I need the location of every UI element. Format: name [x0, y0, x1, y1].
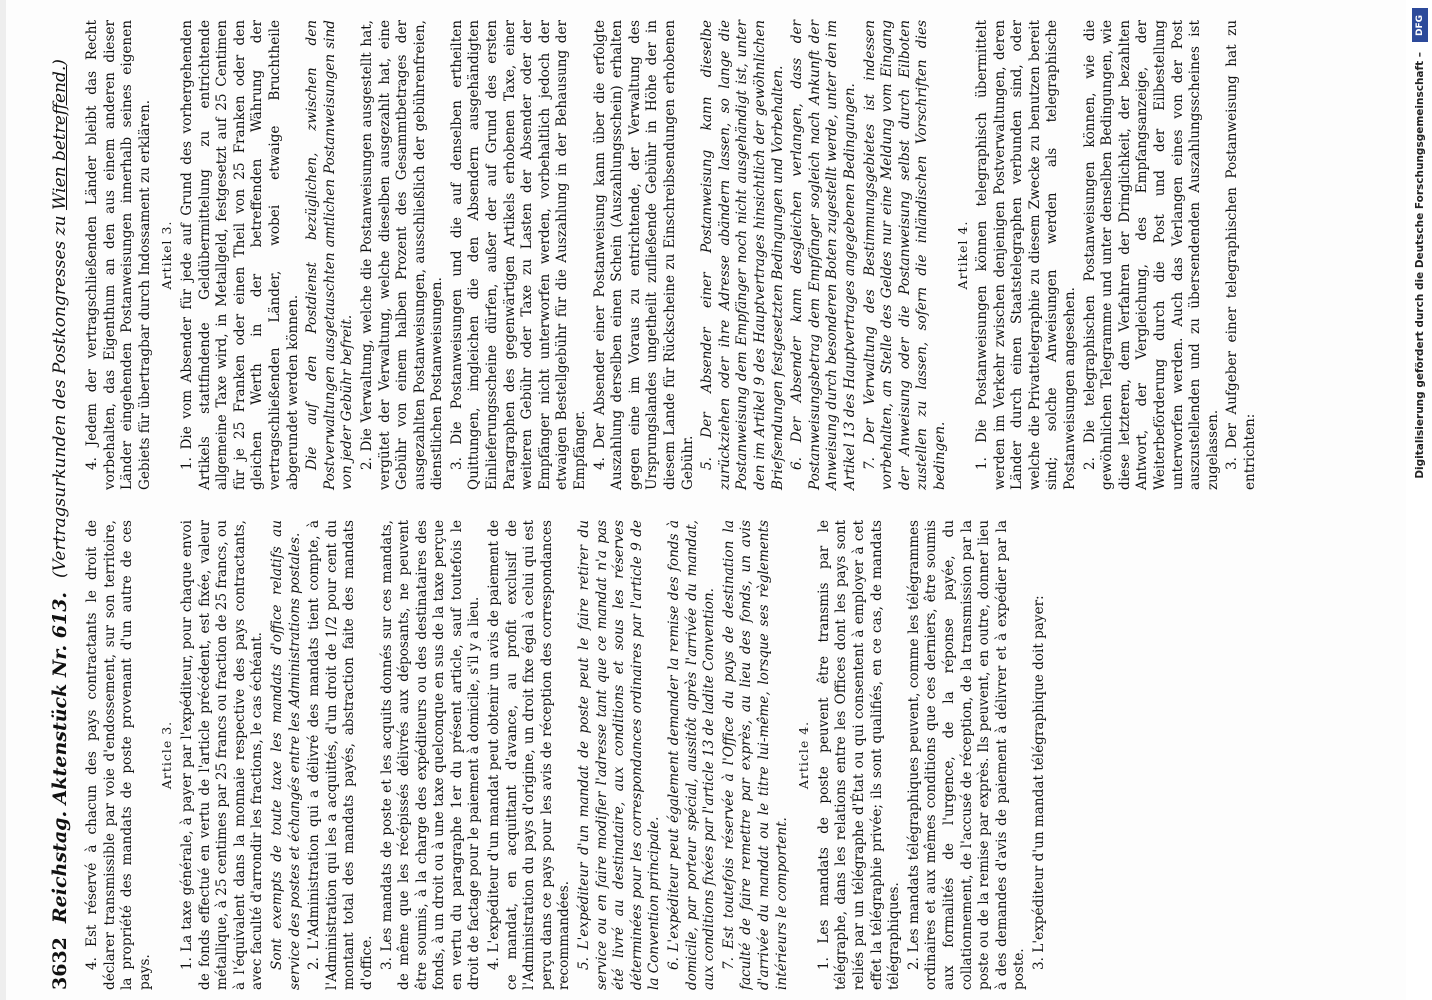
de-paragraph: 2. Die telegraphischen Postanweisungen können, wie die gewöhnlichen Telegramme und unter denselben Bedingungen, wie diese letzteren, dem Verfahren der Dringlichkeit, der bezahlten Antwort, der Vergleichung, des Empfangsanzeige, der Weiterbeförderung durch die Post und der Eilbestellung unterworfen werden. Auch das Verlangen eines von der Post auszustellenden und zu übersendenden Auszahlungsscheines ist zugelassen. [1081, 20, 1221, 490]
de-paragraph: 5. Der Absender einer Postanweisung kann dieselbe zurückziehen oder ihre Adresse abändern lassen, so lange die Postanweisung dem Empfänger noch nicht ausgehändigt ist, unter den im Artikel 9 des Hauptvertrages hinsichtlich der gewöhnlichen Briefsendungen festgesetzten Bedingungen und Vorbehalten. [699, 20, 786, 490]
german-column [84, 20, 1262, 490]
de-paragraph: 4. Der Absender einer Postanweisung kann über die erfolgte Auszahlung derselben einen Schein (Auszahlungsschein) erhalten gegen eine im Voraus zu entrichtende, der Verwaltung des Ursprungslandes ungetheilt zufließende Gebühr in Höhe der in diesem Lande für Rückscheine zu Einschreibsendungen erhobenen Gebühr. [591, 20, 696, 490]
de-paragraph: 6. Der Absender kann desgleichen verlangen, dass der Postanweisungsbetrag dem Empfänger sogleich nach Ankunft der Anweisung durch besonderen Boten zugestellt werde, unter den im Artikel 13 des Hauptvertrages angegebenen Bedingungen. [789, 20, 858, 490]
fr-article-heading: Article 3. [159, 720, 175, 790]
dfg-logo: DFG [1412, 8, 1428, 42]
fr-paragraph: 1. La taxe générale, à payer par l'expéditeur, pour chaque envoi de fonds effectué en vertu de l'article précédent, est fixée, valeur métallique, à 25 centimes par 25 francs ou fraction de 25 francs, ou à l'équivalent dans la monnaie respective des pays contractants, avec faculté d'arrondir les fractions, le cas échéant. [178, 520, 266, 990]
de-paragraph: 7. Der Verwaltung des Bestimmungsgebietes ist indessen vorbehalten, an Stelle des Geldes nur eine Meldung vom Eingang der Anweisung oder die Postanweisung selbst durch Eilboten zustellen zu lassen, sofern die inländischen Vorschriften dies bedingen. [861, 20, 948, 490]
running-subtitle: (Vertragsurkunden des Postkongresses zu Wien betreffend.) [50, 59, 70, 578]
french-column [84, 520, 1050, 990]
de-paragraph: 3. Die Postanweisungen und die auf denselben ertheilten Quittungen, imgleichen die den Absendern ausgehändigten Einlieferungsscheine dürfen, außer der auf Grund des ersten Paragraphen des gegenwärtigen Artikels erhobenen Taxe, einer weiteren Gebühr oder Taxe zu Lasten der Absender oder der Empfänger nicht unterworfen werden, vorbehaltlich jedoch der etwaigen Bestellgebühr für die Auszahlung in der Behausung der Empfänger. [448, 20, 589, 490]
fr-article-heading: Article 4. [796, 720, 812, 790]
de-paragraph: 4. Jedem der vertragschließenden Länder bleibt das Recht vorbehalten, das Eigenthum an den aus einem anderen dieser Länder eingehenden Postanweisungen innerhalb seines eigenen Gebiets für übertragbar durch Indossament zu erklären. [84, 20, 153, 490]
fr-paragraph: 2. L'Administration qui a délivré des mandats tient compte, à l'Administration qui les a acquittés, d'un droit de 1/2 pour cent du montant total des mandats payés, abstraction faite des mandats d'office. [306, 520, 375, 990]
page-header [40, 10, 80, 990]
fr-paragraph: 4. L'expéditeur d'un mandat peut obtenir un avis de paiement de ce mandat, en acquittant d'avance, au profit exclusif de l'Administration du pays d'origine, un droit fixe égal à celui qui est perçu dans ce pays pour les avis de réception des correspondances recommandées. [486, 520, 573, 990]
subtitle-underlined: Wien betreffend. [50, 65, 70, 211]
fr-paragraph: 6. L'expéditeur peut également demander la remise des fonds à domicile, par porteur spécial, aussitôt après l'arrivée du mandat, aux conditions fixées par l'article 13 de ladite Convention. [666, 520, 718, 990]
de-paragraph: 1. Die vom Absender für jede auf Grund des vorhergehenden Artikels stattfindende Geldübermittelung zu entrichtende allgemeine Taxe wird, in Metallgeld, festgesetzt auf 25 Centimen für je 25 Franken oder einen Theil von 25 Franken oder den gleichen Werth in der betreffenden Währung der vertragschließenden Länder, wobei etwaige Bruchtheile abgerundet werden können. [178, 20, 301, 490]
scan-edge [0, 0, 6, 1000]
de-paragraph: Die auf den Postdienst bezüglichen, zwischen den Postverwaltungen ausgetauschten amtlichen Postanweisungen sind von jeder Gebühr befreit. [304, 20, 356, 490]
fr-paragraph: 3. L'expéditeur d'un mandat télégraphique doit payer: [1030, 595, 1047, 970]
de-paragraph: 2. Die Verwaltung, welche die Postanweisungen ausgestellt hat, vergütet der Verwaltung, welche dieselben ausgezahlt hat, eine Gebühr von einem halben Prozent des Gesammtbetrages der ausgezahlten Postanweisungen, ausschließlich der gebührenfreien, dienstlichen Postanweisungen. [358, 20, 446, 490]
de-article-heading: Artikel 4. [954, 220, 970, 290]
de-article-heading: Artikel 3. [159, 220, 175, 290]
rotated-text-block [40, 10, 1410, 990]
fr-paragraph: 3. Les mandats de poste et les acquits donnés sur ces mandats, de même que les récépissés délivrés aux déposants, ne peuvent être soumis, à la charge des expéditeurs ou des destinataires des fonds, à un droit ou à une taxe quelconque en sus de la taxe perçue en vertu du paragraphe 1er du présent article, sauf toutefois le droit de factage pour le paiement à domicile, s'il y a lieu. [378, 520, 483, 990]
fr-paragraph: 7. Est toutefois réservée à l'Office du pays de destination la faculté de faire remettre par exprès, au lieu des fonds, un avis d'arrivée du mandat ou le titre lui-même, lorsque ses règlements intérieurs le comportent. [720, 520, 790, 990]
running-title: Reichstag. Aktenstück Nr. 613. [49, 591, 71, 924]
fr-paragraph: 2. Les mandats télégraphiques peuvent, comme les télégrammes ordinaires et aux mêmes conditions que ces derniers, être soumis aux formalités de l'urgence, de la réponse payée, du collationnement, de l'accusé de réception, de la transmission par la poste ou de la remise par exprès. Ils peuvent, en outre, donner lieu à des demandes d'avis de paiement à délivrer et à expédier par la poste. [905, 520, 1028, 990]
fr-paragraph: 5. L'expéditeur d'un mandat de poste peut le faire retirer du service ou en faire modifier l'adresse tant que ce mandat n'a pas été livré au destinataire, aux conditions et sous les réserves déterminées pour les correspondances ordinaires par l'article 9 de la Convention principale. [576, 520, 663, 990]
de-paragraph: 1. Die Postanweisungen können telegraphisch übermittelt werden im Verkehr zwischen denjenigen Postverwaltungen, deren Länder durch einen Staatstelegraphen verbunden sind, oder welche die Privattelegraphie zu diesem Zwecke zu benutzen bereit sind; solche Anweisungen werden als telegraphische Postanweisungen angesehen. [974, 20, 1079, 490]
fr-paragraph: 4. Est réservé à chacun des pays contractants le droit de déclarer transmissible par voie d'endossement, sur son territoire, la propriété des mandats de poste provenant d'un autre de ces pays. [84, 520, 153, 990]
fr-paragraph: Sont exempts de toute taxe les mandats d'office relatifs au service des postes et échangés entre les Administrations postales. [268, 520, 303, 990]
fr-paragraph: 1. Les mandats de poste peuvent être transmis par le télégraphe, dans les relations entre les Offices dont les pays sont reliés par un télégraphe d'État ou qui consentent à employer à cet effet la télégraphie privée; ils sont qualifiés, en ce cas, de mandats télégraphiques. [815, 520, 903, 990]
de-paragraph: 3. Der Aufgeber einer telegraphischen Postanweisung hat zu entrichten: [1224, 20, 1258, 490]
digitization-credit: Digitalisierung gefördert durch die Deutsche Forschungsgemeinschaft – [1414, 52, 1426, 479]
page-number: 3632 [49, 937, 71, 990]
